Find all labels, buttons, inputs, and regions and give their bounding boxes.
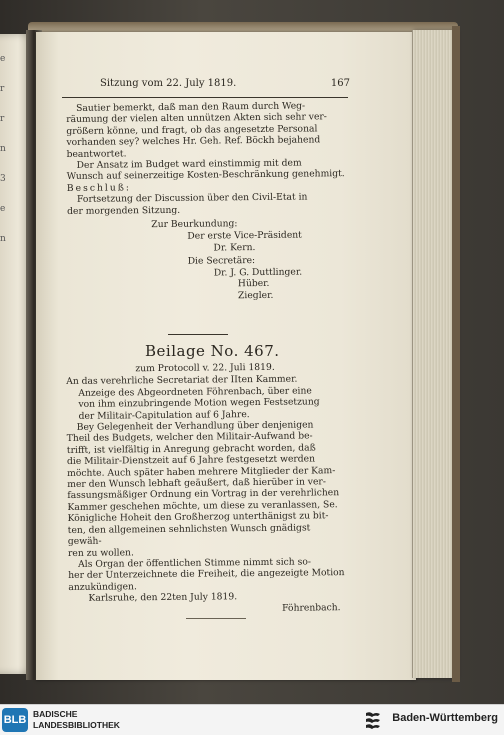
text-line: beantwortet. xyxy=(66,147,127,160)
text-line: fassungsmäßiger Ordnung ein Vortrag in der verehrlichen xyxy=(67,487,340,502)
text-line: der morgenden Sitzung. xyxy=(67,204,181,217)
text-line: größern könne, und fragt, ob das angesetzte Personal xyxy=(66,123,318,137)
text-line: Fortsetzung der Discussion über den Civil-Etat in xyxy=(76,191,308,206)
spine-letter: e xyxy=(0,54,6,64)
partner-name[interactable]: Baden-Württemberg xyxy=(392,712,498,724)
beilage-subtitle: zum Protocoll v. 22. Juli 1819. xyxy=(135,361,275,375)
text-line: Der Ansatz im Budget ward einstimmig mit dem xyxy=(76,157,302,171)
running-header xyxy=(100,78,350,89)
text-line: Theil des Budgets, welcher den Militair-Aufwand be- xyxy=(66,430,313,445)
left-page-letters xyxy=(0,44,18,254)
blb-logo[interactable]: BLB xyxy=(2,708,28,732)
text-line: ten, den allgemeinen sehnlichsten Wunsch gnädigst gewäh- xyxy=(67,522,311,548)
beilage-section xyxy=(66,361,347,616)
text-line: räumung der vielen alten unnützen Akten sich sehr ver- xyxy=(66,111,327,126)
text-line: der Militair-Capitulation auf 6 Jahre. xyxy=(78,408,250,422)
text-line: Als Organ der öffentlichen Stimme nimmt sich so- xyxy=(78,556,312,570)
text-line: Anzeige des Abgeordneten Föhrenbach, über eine xyxy=(78,385,312,399)
text-line: Sautier bemerkt, daß man den Raum durch Weg- xyxy=(75,100,306,114)
footer-bar xyxy=(0,704,504,735)
library-name xyxy=(33,709,120,731)
running-head: Sitzung vom 22. July 1819. xyxy=(100,78,237,89)
library-line: BADISCHE xyxy=(33,709,78,719)
beilage-title: Beilage No. 467. xyxy=(145,342,280,360)
secretary-name: Hüber. xyxy=(237,277,270,290)
text-line: anzukündigen. xyxy=(68,580,137,593)
attest-heading: Zur Beurkundung: xyxy=(151,218,238,231)
page-number: 167 xyxy=(330,78,350,89)
secretary-name: Dr. J. G. Duttlinger. xyxy=(213,266,303,279)
spine-letter: r xyxy=(0,84,5,94)
end-rule xyxy=(186,618,246,619)
place-date: Karlsruhe, den 22ten July 1819. xyxy=(88,591,238,604)
text-line: Kammer geschehen möchte, um diese zu veranlassen, Se. xyxy=(67,499,338,513)
header-rule xyxy=(62,97,348,98)
sec-title: Die Secretäre: xyxy=(187,255,256,268)
spine-letter: r xyxy=(0,114,5,124)
minutes-section xyxy=(66,100,346,303)
spine-letter: n xyxy=(0,234,6,244)
library-line: LANDESBIBLIOTHEK xyxy=(33,720,120,730)
text-line: Königliche Hoheit den Großherzog unterthänigst zu bit- xyxy=(67,510,329,525)
text-line: her der Unterzeichnete die Freiheit, die angezeigte Motion xyxy=(68,567,345,582)
text-line: Bey Gelegenheit der Verhandlung über denjenigen xyxy=(76,419,314,433)
signature: Föhrenbach. xyxy=(282,601,341,614)
text-line: trifft, ist vielfältig in Anregung gebracht worden, daß xyxy=(66,442,316,456)
text-line: möchte. Auch später haben mehrere Mitglieder der Kam- xyxy=(67,464,336,479)
text-line: vorhanden sey? welches Hr. Geh. Ref. Böckh bejahend xyxy=(66,134,321,149)
secretary-name: Ziegler. xyxy=(237,289,274,301)
vp-name: Dr. Kern. xyxy=(213,241,256,254)
section-rule xyxy=(168,334,228,335)
spine-letter: e xyxy=(0,204,6,214)
vp-title: Der erste Vice-Präsident xyxy=(187,230,302,243)
book-cover-edge xyxy=(452,26,460,682)
text-line: ren zu wollen. xyxy=(67,546,134,559)
spine-letter: 3 xyxy=(0,174,6,184)
text-line: die Militair-Dienstzeit auf 6 Jahre festgesetzt werden xyxy=(66,453,316,468)
resolution-heading: Beschluß: xyxy=(66,182,132,194)
text-line: mer den Wunsch lebhaft geäußert, daß hierüber in ver- xyxy=(67,476,326,491)
text-line: Wunsch auf seinerzeitige Kosten-Beschränkung genehmigt. xyxy=(66,168,345,183)
page-edges xyxy=(412,30,455,678)
lions-crest-icon xyxy=(364,710,386,730)
text-line: von ihm einzubringende Motion wegen Festsetzung xyxy=(78,396,320,411)
text-line: An das verehrliche Secretariat der IIten Kammer. xyxy=(66,373,298,388)
spine-letter: n xyxy=(0,144,6,154)
